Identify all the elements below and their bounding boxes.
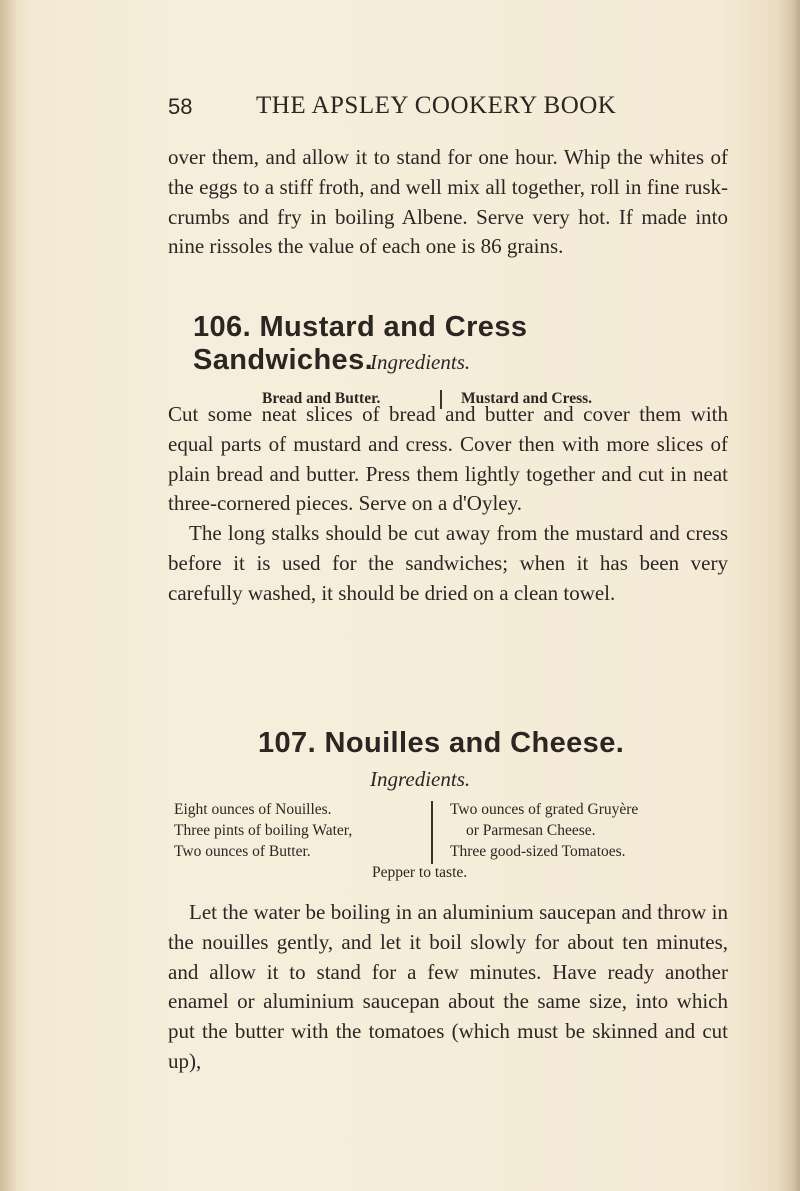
recipe-107-ingredients-footer: Pepper to taste. xyxy=(372,864,468,881)
recipe-107-ingredients-divider xyxy=(431,801,433,864)
ingredient-line: Two ounces of Butter. xyxy=(174,843,311,860)
recipe-106-ingredients-title: Ingredients. xyxy=(370,350,471,374)
recipe-107-ingredients-right xyxy=(450,799,638,862)
page-number: 58 xyxy=(168,94,193,119)
recipe-107-paragraph: Let the water be boiling in an aluminium saucepan and throw in the nouilles gently, and let it boil slowly for about ten minutes, and allow it to stand for a few minutes. Have ready another enamel or aluminium saucepan about the same size, into which put the butter with the tomatoes (which must be skinned and cut up), xyxy=(168,900,728,1073)
recipe-107-text xyxy=(168,898,728,1077)
ingredient-line: Two ounces of grated Gruyère xyxy=(450,801,639,818)
ingredient-line: or Parmesan Cheese. xyxy=(466,822,596,839)
ingredient-line: Eight ounces of Nouilles. xyxy=(174,801,332,818)
recipe-107-heading: 107. Nouilles and Cheese. xyxy=(258,727,625,759)
recipe-106-ingredient-left: Bread and Butter. xyxy=(262,390,381,407)
recipe-106-paragraph-2: The long stalks should be cut away from the mustard and cress before it is used for the sandwiches; when it has been very carefully washed, it should be dried on a clean towel. xyxy=(168,521,728,605)
page-left-edge xyxy=(0,0,18,1191)
running-title: THE APSLEY COOKERY BOOK xyxy=(256,92,617,119)
recipe-106-heading: 106. Mustard and Cress Sandwiches. xyxy=(193,311,528,376)
recipe-106-ingredient-right: Mustard and Cress. xyxy=(461,390,593,407)
page-header xyxy=(168,92,688,126)
recipe-106-paragraph-1: Cut some neat slices of bread and butter and cover them with equal parts of mustard and cress. Cover then with more slices of plain bread and butter. Press them lightly together and cut in neat three-cornered pieces. Serve on a d'Oyley. xyxy=(168,402,728,516)
ingredient-line: Three pints of boiling Water, xyxy=(174,822,353,839)
recipe-107-ingredients-left xyxy=(174,799,352,862)
recipe-106-text xyxy=(168,400,728,609)
recipe-107-ingredients-title: Ingredients. xyxy=(370,767,471,791)
ingredient-line: Three good-sized Tomatoes. xyxy=(450,843,626,860)
intro-paragraph: over them, and allow it to stand for one hour. Whip the whites of the eggs to a stiff froth, and well mix all together, roll in fine rusk-crumbs and fry in boiling Albene. Serve very hot. If made into nine rissoles the value of each one is 86 grains. xyxy=(168,145,728,259)
page-spine-shadow xyxy=(778,0,800,1191)
intro-text xyxy=(168,143,728,262)
